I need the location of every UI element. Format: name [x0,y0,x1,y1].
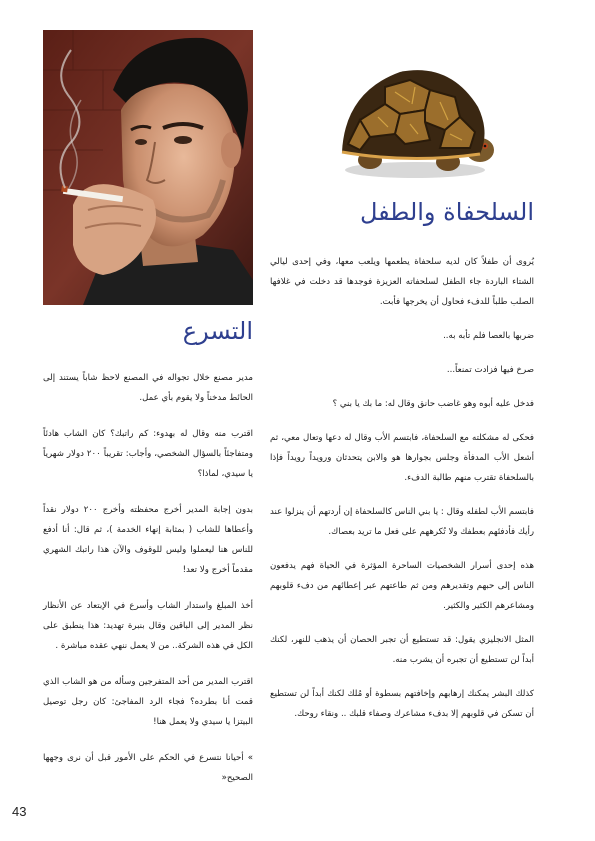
paragraph: صرخ فيها فزادت تمنعاً... [446,365,534,375]
paragraph: يُروى أن طفلاً كان لديه سلحفاة يطعمها ويلعب معها، وفي إحدى ليالي الشتاء الباردة جاء الطفل لسلحفاته العزيزة فوجدها قد دخلت في غلافها الصلب طلباً للدفء فحاول أن يخرجها فأبت. [270,257,534,307]
paragraph: مدير مصنع خلال تجواله في المصنع لاحظ شاباً يستند إلى الحائط مدخناً ولا يقوم بأي عمل. [43,373,253,403]
paragraph: كذلك البشر يمكنك إرهابهم وإخافتهم بسطوة أو مُلك لكنك أبداً لن تستطيع أن تسكن في قلوبهم إلا بدفء مشاعرك وصفاء قلبك .. ونقاء روحك. [270,689,534,719]
paragraph: ضربها بالعصا فلم تأبه به.. [443,331,534,341]
article-body-haste [43,368,253,788]
article-title-haste: التسرع [182,317,253,345]
paragraph: بدون إجابة المدير أخرج محفظته وأخرج ٢٠٠ دولار نقداً وأعطاها للشاب ( بمثابة إنهاء الخدمة )، ثم قال: أنا أدفع للناس هنا ليعملوا وليس للوقوف والآن هذا راتبك الشهري مقدماً أخرج ولا تعد! [43,505,253,575]
paragraph: فحكى له مشكلته مع السلحفاة، فابتسم الأب وقال له دعها وتعال معي، ثم أشعل الأب المدفأة وجلس بجوارها هو والابن يتحدثان ورويداً رويداً فإذا بالسلحفاة تقترب منهم طالبة الدفء. [270,433,534,483]
paragraph: اقترب منه وقال له بهدوء: كم راتبك؟ كان الشاب هادئاً ومتفاجئاً بالسؤال الشخصي، وأجاب: تقريباً ٢٠٠ دولار شهرياً يا سيدي، لماذا؟ [43,429,254,479]
paragraph: اقترب المدير من أحد المتفرجين وسأله من هو الشاب الذي قمت أنا بطرده؟ فجاء الرد المفاجئ: كان رجل توصيل البيتزا يا سيدي ولا يعمل هنا! [43,677,253,727]
paragraph: هذه إحدى أسرار الشخصيات الساحرة المؤثرة في الحياة فهم يدفعون الناس إلى حبهم وتقديرهم ومن ثم طاعتهم عبر إعطائهم من دفء قلوبهم ومشاعرهم الكثير والكثير. [270,561,534,611]
paragraph: فدخل عليه أبوه وهو غاضب حانق وقال له: ما بك يا بني ؟ [332,399,534,409]
turtle-photo [330,52,495,187]
smoking-man-photo [43,30,253,305]
paragraph: » أحيانا نتسرع في الحكم على الأمور قبل أن نرى وجهها الصحيح« [43,753,253,783]
paragraph: فابتسم الأب لطفله وقال : يا بني الناس كالسلحفاة إن أردتهم أن ينزلوا عند رأيك فأدفئهم بعطفك ولا تُكرههم على فعل ما تريد بعصاك. [270,507,534,537]
paragraph: أخذ المبلغ واستدار الشاب وأسرع في الإبتعاد عن الأنظار نظر المدير إلى الباقين وقال بنبرة تهديد: هذا ينطبق على الكل في هذه الشركة.. من لا يعمل ننهي عقده مباشرة . [43,601,253,651]
paragraph: المثل الانجليزي يقول: قد تستطيع أن تجبر الحصان أن يذهب للنهر، لكنك أبداً لن تستطيع أن تجبره أن يشرب منه. [270,635,534,665]
article-title-turtle: السلحفاة والطفل [359,198,534,226]
article-body-turtle [270,252,534,724]
page-number: 43 [12,804,27,819]
